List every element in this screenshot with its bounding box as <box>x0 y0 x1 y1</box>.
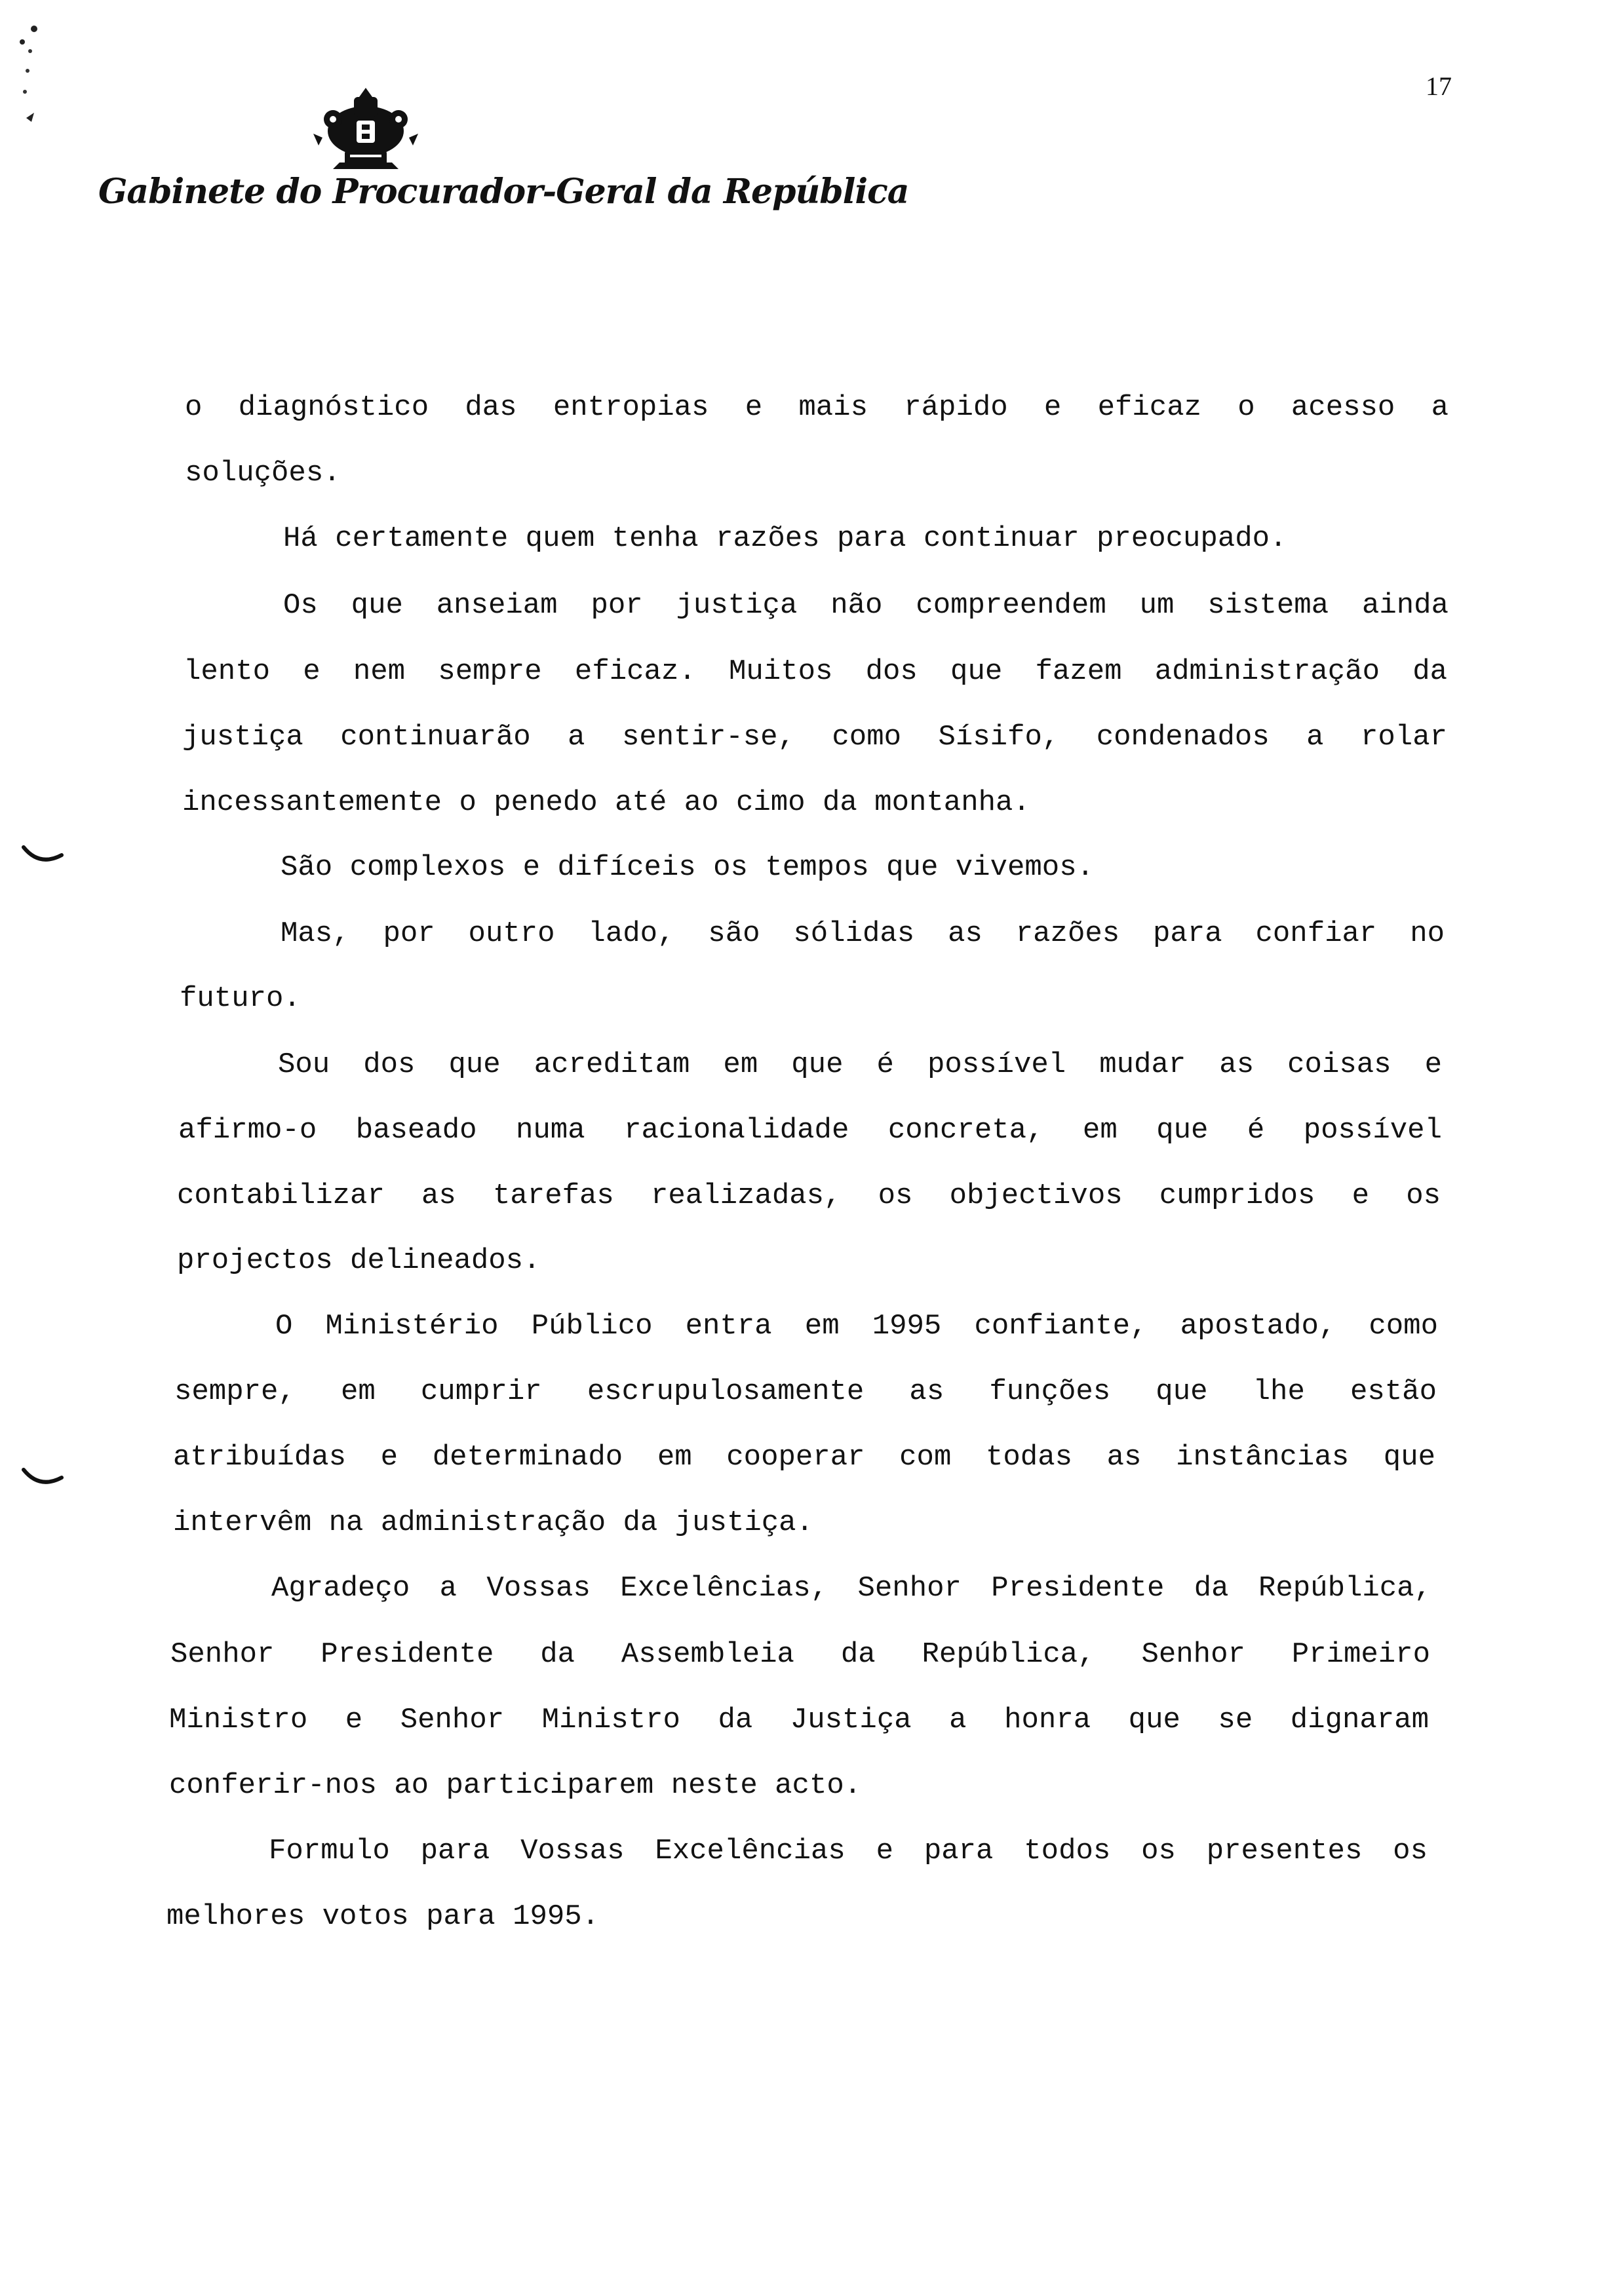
body-line: Mas, por outro lado, são sólidas as razões para confiar no <box>281 917 1445 950</box>
body-line: lento e nem sempre eficaz. Muitos dos que fazem administração da <box>184 655 1447 688</box>
body-line: intervêm na administração da justiça. <box>173 1506 813 1539</box>
body-line: Agradeço a Vossas Excelências, Senhor Presidente da República, <box>271 1572 1431 1605</box>
body-line: contabilizar as tarefas realizadas, os objectivos cumpridos e os <box>177 1179 1441 1212</box>
body-line: justiça continuarão a sentir-se, como Sísifo, condenados a rolar <box>182 721 1447 754</box>
body-line: Os que anseiam por justiça não compreendem um sistema ainda <box>283 589 1449 622</box>
body-line: Sou dos que acreditam em que é possível mudar as coisas e <box>278 1048 1442 1081</box>
body-line: incessantemente o penedo até ao cimo da montanha. <box>182 786 1030 819</box>
body-line: Há certamente quem tenha razões para continuar preocupado. <box>283 522 1287 555</box>
letterhead-title: Gabinete do Procurador-Geral da República <box>98 172 909 212</box>
body-line: o diagnóstico das entropias e mais rápido e eficaz o acesso a <box>185 391 1449 424</box>
body-line: soluções. <box>185 457 341 489</box>
body-line: sempre, em cumprir escrupulosamente as funções que lhe estão <box>174 1375 1437 1408</box>
body-line: afirmo-o baseado numa racionalidade concreta, em que é possível <box>178 1114 1442 1147</box>
body-line: futuro. <box>180 982 301 1015</box>
page-number: 17 <box>1426 71 1452 101</box>
punch-hole-mark <box>20 1464 66 1491</box>
body-line: atribuídas e determinado em cooperar com todas as instâncias que <box>173 1441 1435 1474</box>
scan-specks <box>13 20 52 138</box>
body-line: melhores votos para 1995. <box>166 1900 600 1933</box>
body-line: conferir-nos ao participarem neste acto. <box>169 1769 862 1802</box>
body-line: Ministro e Senhor Ministro da Justiça a honra que se dignaram <box>169 1704 1429 1736</box>
body-line: O Ministério Público entra em 1995 confiante, apostado, como <box>275 1310 1438 1343</box>
body-line: Formulo para Vossas Excelências e para todos os presentes os <box>269 1835 1428 1867</box>
body-line: projectos delineados. <box>177 1244 541 1277</box>
punch-hole-mark <box>20 842 66 868</box>
body-line: São complexos e difíceis os tempos que vivemos. <box>281 851 1095 884</box>
body-line: Senhor Presidente da Assembleia da República, Senhor Primeiro <box>170 1638 1430 1671</box>
coat-of-arms-icon <box>313 85 418 170</box>
